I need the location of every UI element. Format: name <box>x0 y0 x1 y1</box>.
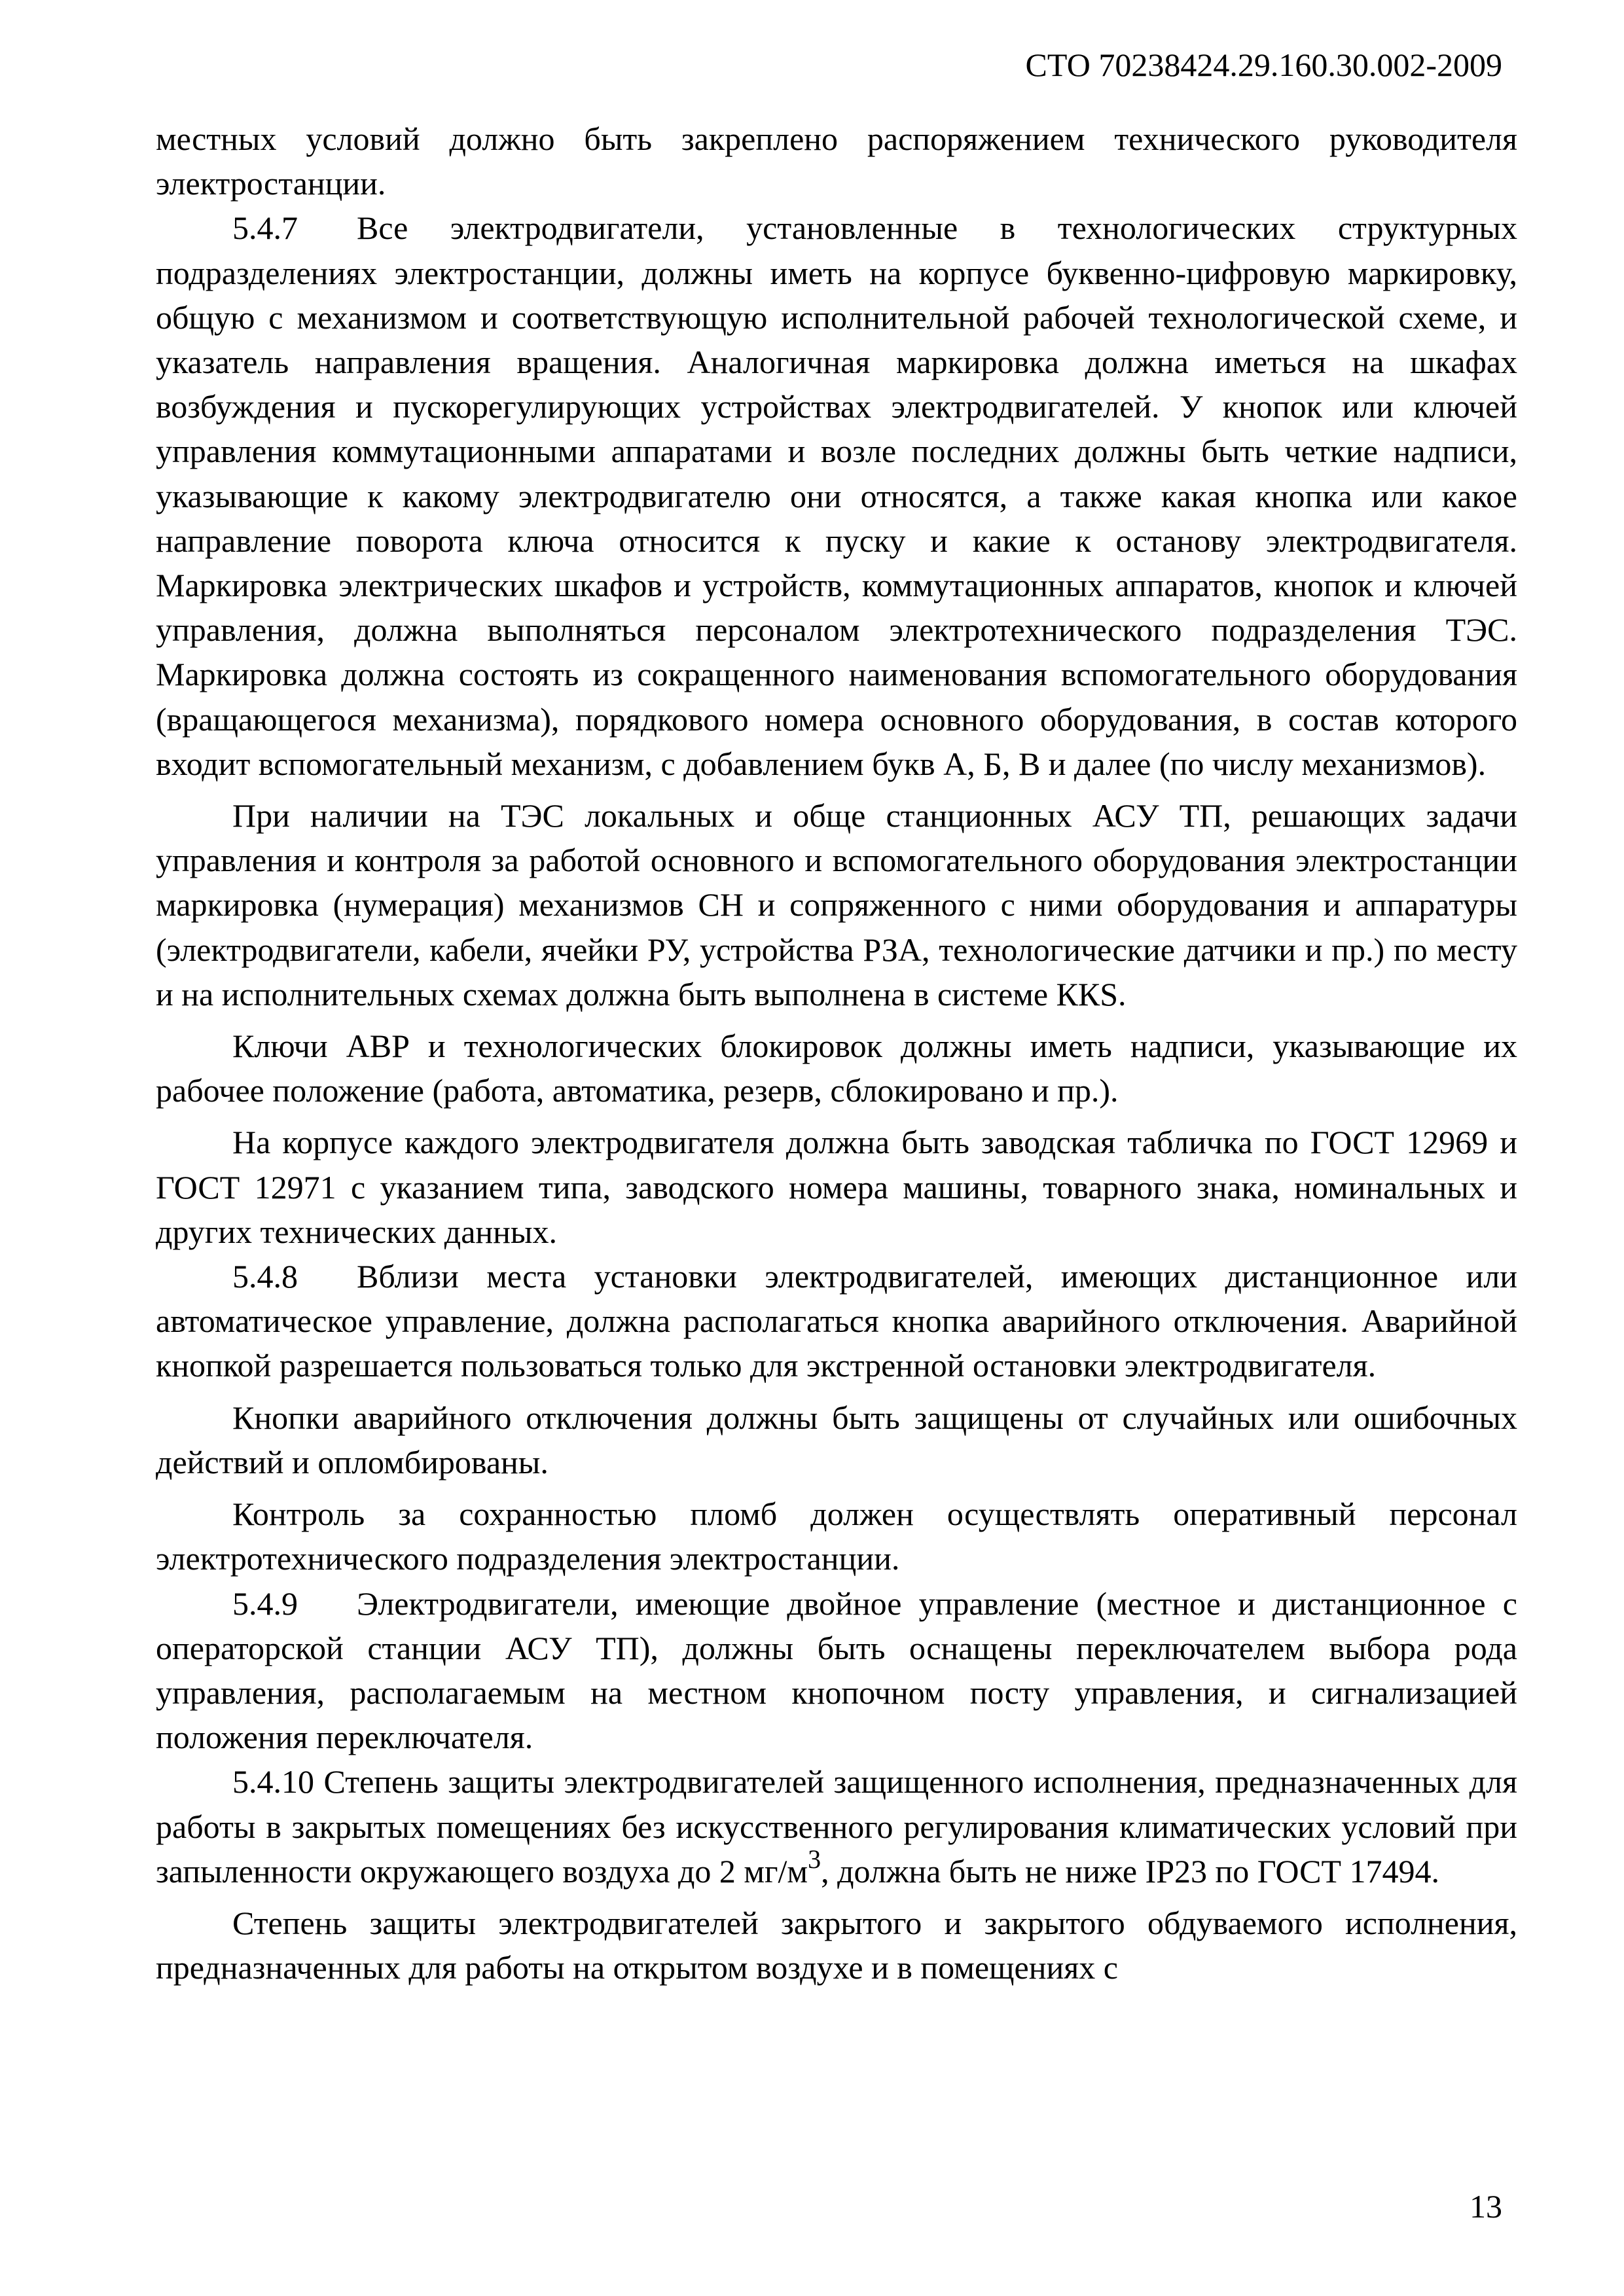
paragraph-avr-keys: Ключи АВР и технологических блокировок должны иметь надписи, указывающие их рабочее положение (работа, автоматика, резерв, сблокировано и пр.). <box>156 1028 1517 1109</box>
paragraph-text-end: , должна быть не ниже IP23 по ГОСТ 17494. <box>821 1852 1440 1890</box>
paragraph-nameplate: На корпусе каждого электродвигателя должна быть заводская табличка по ГОСТ 12969 и ГОСТ 12971 с указанием типа, заводского номера машины, товарного знака, номинальных и других технических данных. <box>156 1124 1517 1250</box>
clause-number: 5.4.7 <box>232 209 298 247</box>
paragraph-protection-degree: Степень защиты электродвигателей закрытого и закрытого обдуваемого исполнения, предназначенных для работы на открытом воздухе и в помещениях с <box>156 1904 1517 1986</box>
paragraph-5-4-10 <box>156 1759 1517 1893</box>
clause-number: 5.4.8 <box>232 1258 298 1295</box>
paragraph-text: Вблизи места установки электродвигателей, имеющих дистанционное или автоматическое управление, должна располагаться кнопка аварийного отключения. Аварийной кнопкой разрешается пользоваться только для экстренной остановки электродвигателя. <box>156 1258 1517 1384</box>
paragraph-text: Электродвигатели, имеющие двойное управление (местное и дистанционное с операторской станции АСУ ТП), должны быть оснащены переключателем выбора рода управления, располагаемым на местном кнопочном посту управления, и сигнализацией положения переключателя. <box>156 1585 1517 1756</box>
paragraph-5-4-9 <box>156 1581 1517 1760</box>
paragraph-text: Все электродвигатели, установленные в технологических структурных подразделениях электростанции, должны иметь на корпусе буквенно-цифровую маркировку, общую с механизмом и соответствующую исполнительной рабочей технологической схеме, и указатель направления вращения. Аналогичная маркировка должна иметься на шкафах возбуждения и пускорегулирующих устройствах электродвигателей. У кнопок или ключей управления коммутационными аппаратами и возле последних должны быть четкие надписи, указывающие к какому электродвигателю они относятся, а также какая кнопка или какое направление поворота ключа относится к пуску и какие к останову электродвигателя. Маркировка электрических шкафов и устройств, коммутационных аппаратов, кнопок и ключей управления, должна выполняться персоналом электротехнического подразделения ТЭС. Маркировка должна состоять из сокращенного наименования вспомогательного оборудования (вращающегося механизма), порядкового номера основного оборудования, в состав которого входит вспомогательный механизм, с добавлением букв А, Б, В и далее (по числу механизмов). <box>156 209 1517 782</box>
paragraph-5-4-8 <box>156 1254 1517 1388</box>
page-number: 13 <box>1470 2188 1502 2225</box>
paragraph-text: Степень защиты электродвигателей защищенного исполнения, предназначенных для работы в закрытых помещениях без искусственного регулирования климатических условий при запыленности окружающего воздуха до 2 мг/м <box>156 1763 1518 1890</box>
paragraph-continuation: местных условий должно быть закреплено распоряжением технического руководителя электростанции. <box>156 120 1517 202</box>
document-body <box>156 117 1517 1990</box>
document-code-header: СТО 70238424.29.160.30.002-2009 <box>1025 46 1502 83</box>
clause-number: 5.4.9 <box>232 1585 298 1622</box>
clause-number: 5.4.10 <box>232 1763 314 1801</box>
paragraph-5-4-7 <box>156 206 1517 786</box>
paragraph-asu-tp-marking: При наличии на ТЭС локальных и обще станционных АСУ ТП, решающих задачи управления и контроля за работой основного и вспомогательного оборудования электростанции маркировка (нумерация) механизмов СН и сопряженного с ними оборудования и аппаратуры (электродвигатели, кабели, ячейки РУ, устройства РЗА, технологические датчики и пр.) по месту и на исполнительных схемах должна быть выполнена в системе ККS. <box>156 797 1517 1013</box>
superscript-exponent: 3 <box>808 1844 821 1874</box>
paragraph-emergency-buttons: Кнопки аварийного отключения должны быть защищены от случайных или ошибочных действий и опломбированы. <box>156 1399 1517 1480</box>
paragraph-seal-control: Контроль за сохранностью пломб должен осуществлять оперативный персонал электротехнического подразделения электростанции. <box>156 1496 1517 1577</box>
